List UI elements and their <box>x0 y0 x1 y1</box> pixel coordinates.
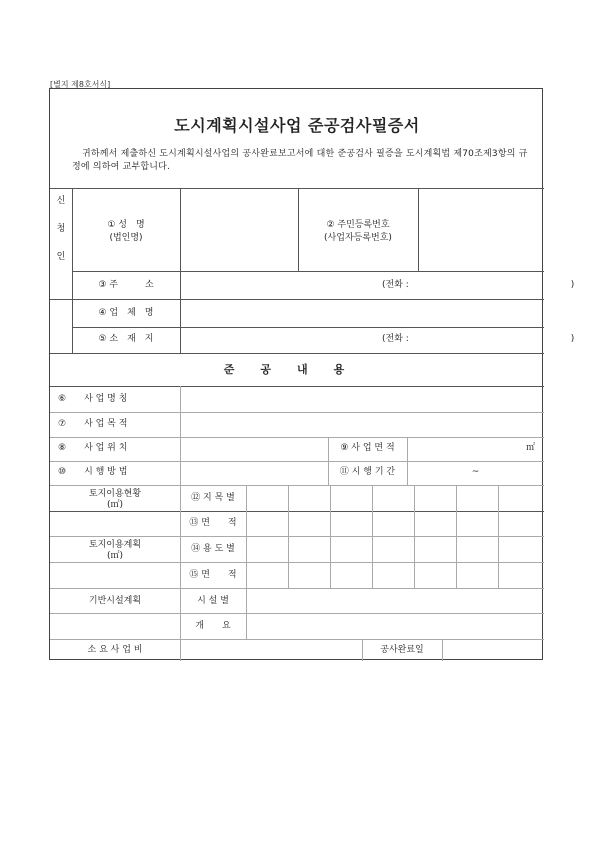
company-label: ④ 업 체 명 <box>98 308 154 318</box>
id-label: ② 주민등록번호 <box>326 220 390 230</box>
area-unit: ㎡ <box>526 443 536 453</box>
land-plan-unit: (㎡) <box>106 551 124 561</box>
address-phone: (전화 : ) <box>382 280 575 290</box>
business-purpose-label: ⑦ 사 업 목 적 <box>58 419 128 429</box>
land-plan-label: 토지이용계획 <box>88 540 142 550</box>
infra-plan-label: 기반시설계획 <box>88 596 142 606</box>
id-sub-label: (사업자등록번호) <box>324 233 392 243</box>
land-current-label: 토지이용현황 <box>88 489 142 499</box>
address-label: ③ 주 소 <box>98 280 154 290</box>
applicant-side-label-1: 신 <box>56 196 66 206</box>
business-name-label: ⑥ 사 업 명 칭 <box>58 394 128 404</box>
by-category-label: ⑫ 지 목 별 <box>191 493 235 503</box>
certificate-form <box>49 88 575 660</box>
project-cost-label: 소 요 사 업 비 <box>87 645 143 655</box>
form-number: [별지 제8호서식] <box>50 80 111 89</box>
form-title: 도시계획시설사업 준공검사필증서 <box>174 116 420 135</box>
by-facility-label: 시 설 별 <box>197 596 229 606</box>
business-location-label: ⑧ 사 업 위 치 <box>58 443 128 453</box>
land-current-unit: (㎡) <box>106 500 124 510</box>
area-label-2: ⑮ 면 적 <box>189 570 237 580</box>
applicant-side-label-2: 청 <box>56 224 66 234</box>
section-title: 준공내용 <box>223 363 371 376</box>
period-separator: ~ <box>471 467 480 477</box>
area-label-1: ⑬ 면 적 <box>189 518 237 528</box>
business-area-label: ⑨ 사 업 면 적 <box>340 443 395 453</box>
applicant-side-label-3: 인 <box>56 252 66 262</box>
intro-text: 귀하께서 제출하신 도시계획시설사업의 공사완료보고서에 대한 준공검사 필증을 도시계획법 제70조제3항의 규정에 의하여 교부합니다. <box>72 149 528 172</box>
name-sub-label: (법인명) <box>109 233 143 243</box>
outline-label: 개 요 <box>195 621 231 631</box>
location-label: ⑤ 소 재 지 <box>98 334 154 344</box>
completion-date-label: 공사완료일 <box>380 645 424 655</box>
location-phone: (전화 : ) <box>382 334 575 344</box>
by-use-label: ⑭ 용 도 별 <box>191 544 235 554</box>
execution-period-label: ⑪ 시 행 기 간 <box>339 467 396 477</box>
execution-method-label: ⑩ 시 행 방 법 <box>58 467 128 477</box>
name-label: ① 성 명 <box>107 220 145 230</box>
